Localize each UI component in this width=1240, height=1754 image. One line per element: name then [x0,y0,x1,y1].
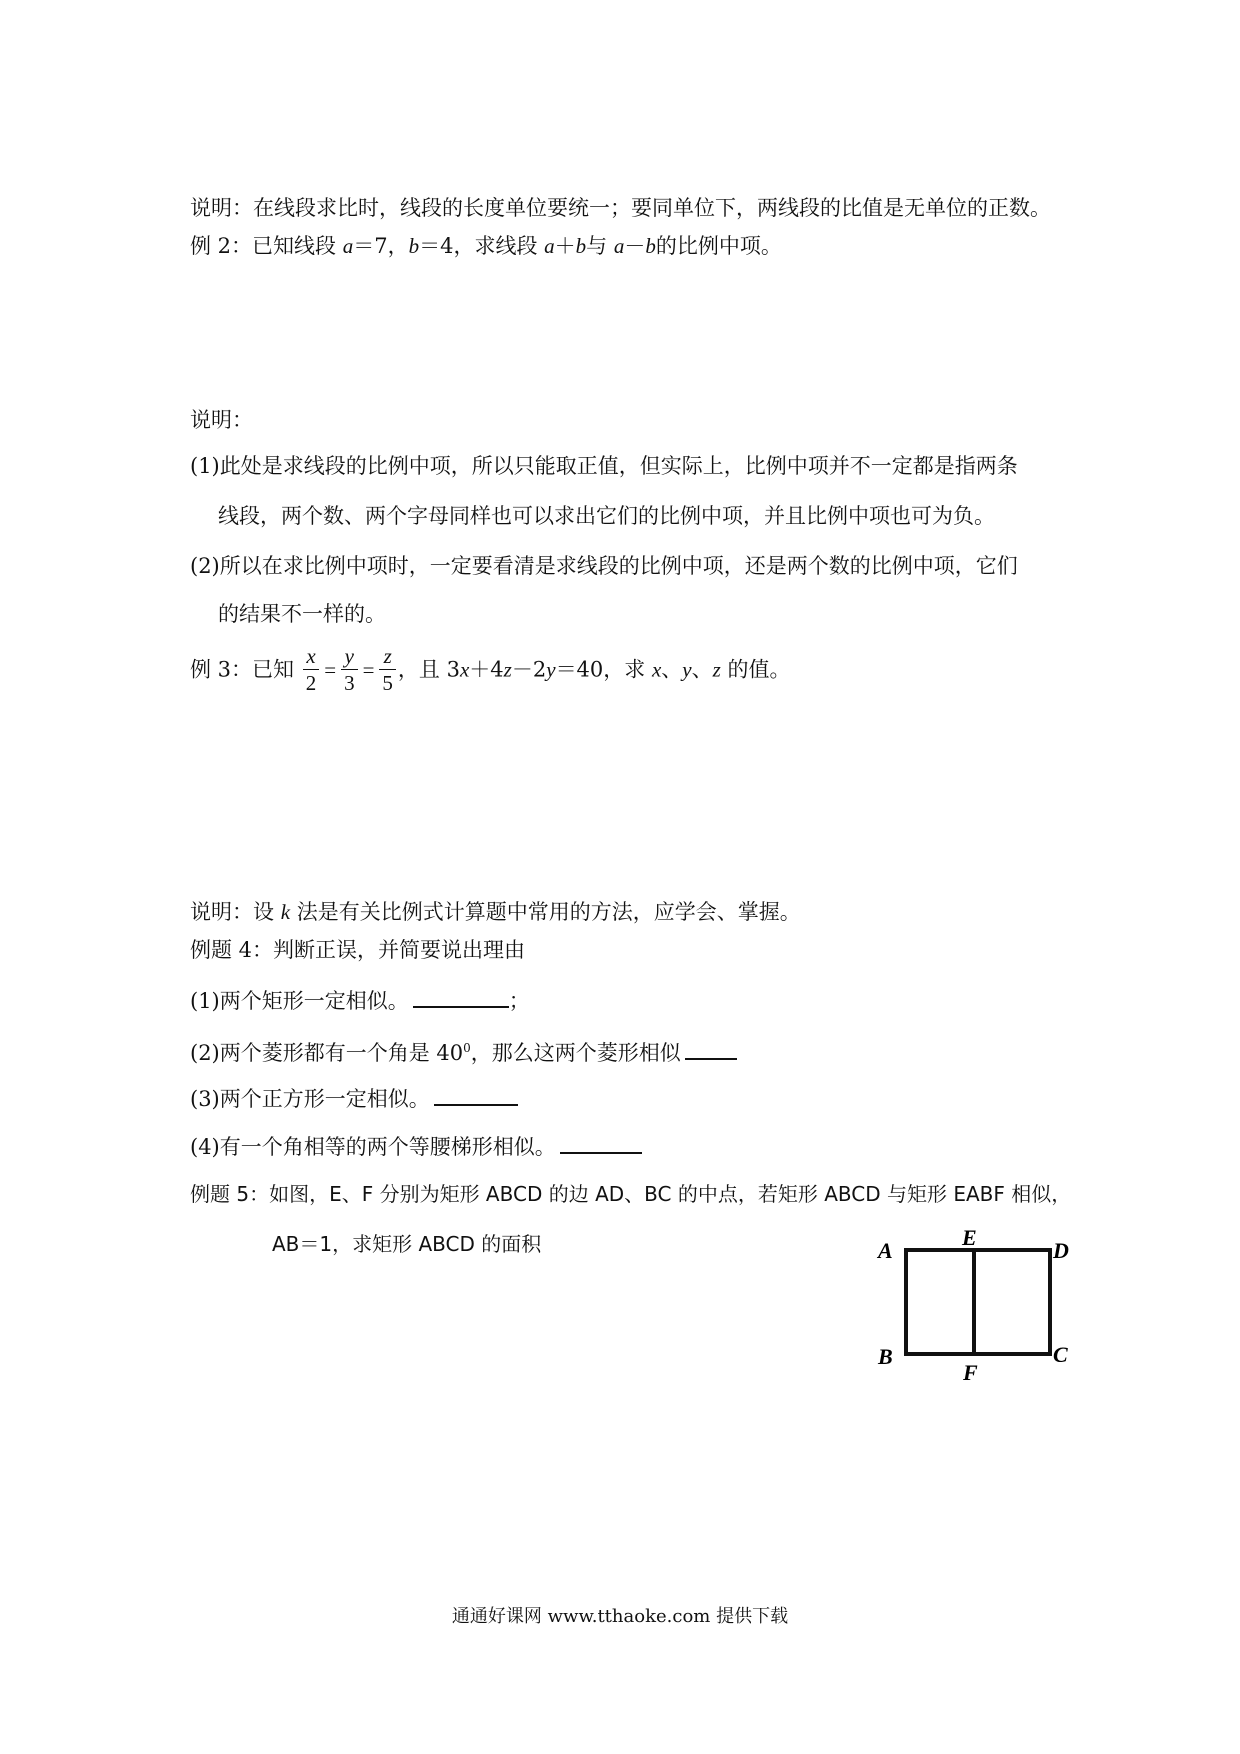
answer-blank[interactable] [560,1132,642,1154]
separator: 、 [661,657,683,682]
minus-sign: － [624,234,646,258]
answer-blank[interactable] [413,986,509,1008]
note2-point2-b: 的结果不一样的。 [218,602,386,626]
ex2-eq4: ＝4，求线段 [419,234,545,258]
fraction-y-over-3: $\frac{y}{3}$ [341,643,358,696]
var-a: a [544,234,555,258]
ex3-mid: ，且 3 [397,657,460,682]
note3-pre: 说明：设 [190,900,281,924]
var-b: b [575,234,587,258]
ex2-tail: 的比例中项。 [655,234,782,258]
ex3-eq40: ＝40，求 [555,657,652,682]
label-b: B [878,1344,893,1369]
footer-source: 通通好课网 www.tthaoke.com 提供下载 [451,1606,789,1627]
example-2 [190,232,782,260]
rectangle-abcd-figure [870,1228,1100,1398]
var-b: b [645,234,656,258]
q1-text: (1)两个矩形一定相似。 [190,989,409,1013]
note2-point1-b: 线段，两个数、两个字母同样也可以求出它们的比例中项，并且比例中项也可为负。 [218,504,995,528]
example-4-q1 [190,986,530,1015]
separator: 、 [691,657,713,682]
degree-mark: 0 [463,1041,471,1055]
q1-end: ； [508,989,530,1013]
example-4-q3 [190,1084,518,1113]
var-y: y [546,657,556,682]
example-5-line2: AB＝1，求矩形 ABCD 的面积 [272,1232,542,1256]
note2-point2-a: (2)所以在求比例中项时，一定要看清是求线段的比例中项，还是两个数的比例中项，它们 [190,554,1018,578]
label-d: D [1053,1238,1069,1263]
note-k-method [190,898,801,926]
q2-text: (2)两个菱形都有一个角是 40 [190,1041,464,1065]
ex2-prefix: 例 2：已知线段 [190,234,343,258]
note2-title: 说明： [190,408,253,432]
ex2-eq7: ＝7， [353,234,409,258]
var-z: z [503,657,512,682]
answer-blank[interactable] [685,1038,737,1060]
var-a: a [613,234,625,258]
note-unit-consistency: 说明：在线段求比时，线段的长度单位要统一；要同单位下，两线段的比值是无单位的正数。 [190,196,1051,220]
note3-post: 法是有关比例式计算题中常用的方法，应学会、掌握。 [290,900,801,924]
label-e: E [962,1228,977,1250]
plus-sign: ＋ [554,234,576,258]
answer-blank[interactable] [434,1084,518,1106]
equals-sign: = [324,657,337,682]
example-4-title: 例题 4：判断正误，并简要说出理由 [190,938,526,962]
var-x: x [651,657,662,682]
example-5-line1: 例题 5：如图，E、F 分别为矩形 ABCD 的边 AD、BC 的中点，若矩形 ABCD 与矩形 EABF 相似， [190,1182,1072,1206]
ex3-plus4: ＋4 [469,657,504,682]
ex3-tail: 的值。 [720,657,791,682]
var-a: a [342,234,354,258]
rectangle-abcd [906,1250,1050,1354]
var-x: x [459,657,470,682]
example-3 [190,640,791,700]
var-b: b [408,234,420,258]
ex3-prefix: 例 3：已知 [190,657,295,682]
fraction-x-over-2: $\frac{x}{2}$ [303,643,320,696]
equals-sign: = [362,657,375,682]
fraction-z-over-5: $\frac{z}{5}$ [379,643,396,696]
var-z: z [712,657,721,682]
q4-text: (4)有一个角相等的两个等腰梯形相似。 [190,1135,556,1159]
ex3-minus2: －2 [511,657,547,682]
label-a: A [878,1238,893,1263]
example-4-q2 [190,1034,737,1067]
label-c: C [1053,1342,1068,1367]
ex2-with: 与 [586,234,614,258]
note2-point1-a: (1)此处是求线段的比例中项，所以只能取正值，但实际上，比例中项并不一定都是指两条 [190,454,1018,478]
var-y: y [682,657,692,682]
q2-end: ，那么这两个菱形相似 [470,1041,681,1065]
var-k: k [280,900,291,924]
example-4-q4 [190,1132,642,1161]
q3-text: (3)两个正方形一定相似。 [190,1087,430,1111]
label-f: F [963,1360,978,1385]
